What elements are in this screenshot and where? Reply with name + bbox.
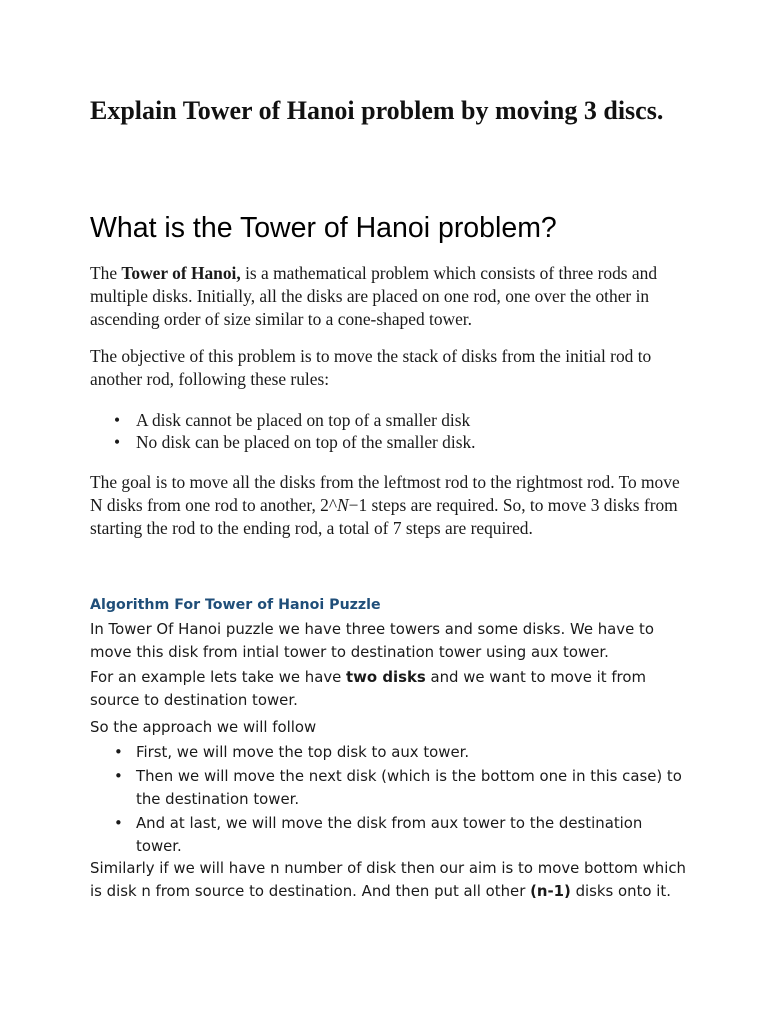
goal-before: The goal is to move all the disks from the leftmost rod to the rightmost rod. To move N disks from one rod to another, 2^ [90, 472, 680, 515]
bullet-icon: • [114, 743, 123, 761]
steps-list [90, 741, 690, 859]
p4-bold: (n-1) [530, 881, 571, 900]
p2-after: and we want to move it from source to destination tower. [90, 668, 646, 709]
goal-math-var: N [337, 495, 349, 515]
document-title: Explain Tower of Hanoi problem by moving 3 discs. [90, 96, 664, 125]
list-item [90, 409, 690, 431]
intro-paragraph [90, 262, 690, 331]
p2-before: For an example lets take we have [90, 668, 347, 686]
algorithm-paragraph-2 [90, 666, 690, 711]
list-item [90, 741, 690, 765]
algorithm-heading: Algorithm For Tower of Hanoi Puzzle [90, 597, 381, 613]
intro-bold-term: Tower of Hanoi, [121, 263, 241, 283]
rule-text: A disk cannot be placed on top of a smaller disk [136, 410, 471, 430]
goal-after: −1 steps are required. So, to move 3 disks from starting the rod to the ending rod, a total of 7 steps are required. [90, 495, 678, 538]
step-text: First, we will move the top disk to aux tower. [136, 743, 470, 761]
list-item [90, 812, 690, 859]
bullet-icon: • [114, 813, 123, 832]
list-item [90, 765, 690, 812]
intro-rest: is a mathematical problem which consists of three rods and multiple disks. Initially, all the disks are placed on one rod, one over the other in ascending order of size similar to a cone-shaped tower. [90, 263, 658, 329]
goal-paragraph [90, 471, 690, 540]
rule-text: No disk can be placed on top of the smaller disk. [136, 432, 476, 452]
p2-bold: two disks [346, 668, 426, 686]
step-text: And at last, we will move the disk from aux tower to the destination tower. [136, 813, 643, 855]
bullet-icon: • [114, 766, 123, 785]
algorithm-paragraph-4 [90, 857, 690, 902]
step-text: Then we will move the next disk (which is the bottom one in this case) to the destination tower. [136, 766, 682, 808]
p4-after: disks onto it. [570, 881, 671, 900]
algorithm-paragraph-1: In Tower Of Hanoi puzzle we have three towers and some disks. We have to move this disk from intial tower to destination tower using aux tower. [90, 620, 654, 661]
bullet-icon: • [114, 410, 121, 430]
objective-paragraph: The objective of this problem is to move the stack of disks from the initial rod to another rod, following these rules: [90, 346, 652, 389]
bullet-icon: • [114, 432, 121, 452]
list-item [90, 431, 690, 453]
section-heading: What is the Tower of Hanoi problem? [90, 212, 557, 244]
rules-list [90, 409, 690, 453]
p4-before: Similarly if we will have n number of disk then our aim is to move bottom which is disk n from source to destination. And then put all other [90, 859, 686, 900]
algorithm-paragraph-3: So the approach we will follow [90, 718, 317, 736]
intro-lead: The [90, 263, 122, 283]
